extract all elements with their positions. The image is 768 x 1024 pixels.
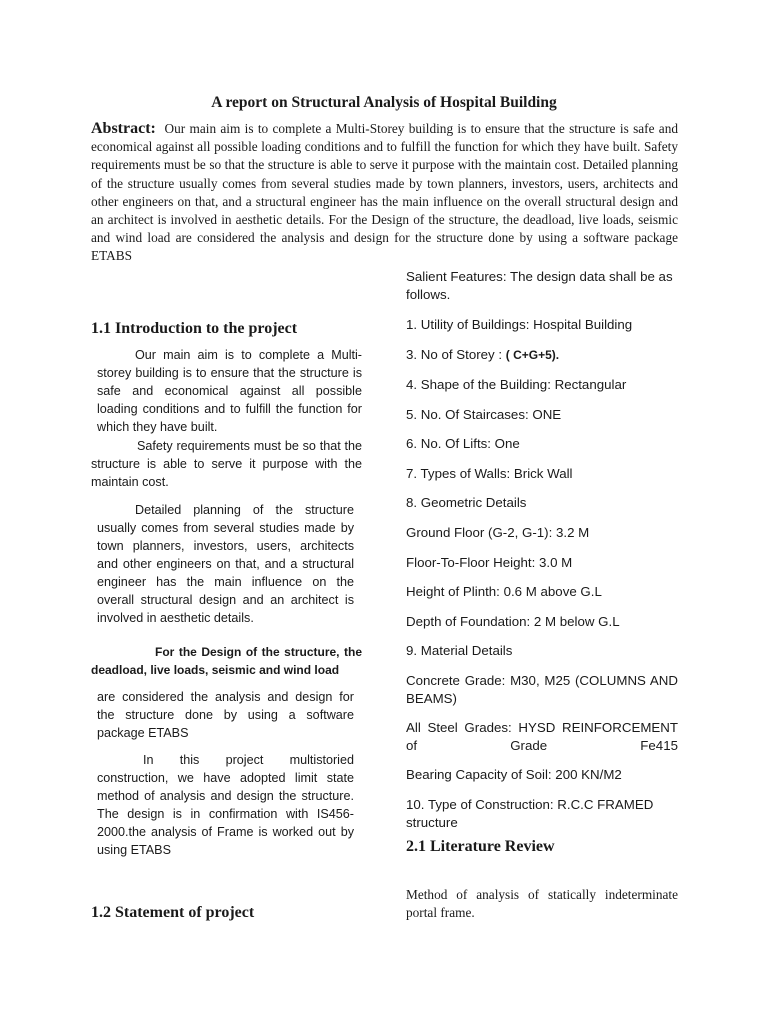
feature-steel-text: All Steel Grades: HYSD REINFORCEMENT of Grade Fe415: [406, 720, 678, 753]
feature-soil: Bearing Capacity of Soil: 200 KN/M2: [406, 767, 622, 782]
feature-storey-value: ( C+G+5).: [505, 348, 560, 362]
feature-foundation: Depth of Foundation: 2 M below G.L: [406, 614, 620, 629]
feature-ground-floor: Ground Floor (G-2, G-1): 3.2 M: [406, 525, 590, 540]
intro-paragraph-1: Our main aim is to complete a Multi-storey building is to ensure that the structure is safe and economical against all possible loading conditions and to fulfill the function for which they have built.: [97, 348, 362, 434]
intro-paragraph-4: For the Design of the structure, the deadload, live loads, seismic and wind load: [91, 645, 362, 677]
feature-construction: 10. Type of Construction: R.C.C FRAMED structure: [406, 797, 654, 830]
feature-steel: [406, 719, 678, 755]
feature-utility: 1. Utility of Buildings: Hospital Building: [406, 317, 633, 332]
feature-shape: 4. Shape of the Building: Rectangular: [406, 377, 627, 392]
feature-concrete: Concrete Grade: M30, M25 (COLUMNS AND BEAMS): [406, 673, 678, 706]
feature-material: 9. Material Details: [406, 643, 513, 658]
intro-paragraph-6: In this project multistoried construction, we have adopted limit state method of analysis and design the structure. The design is in confirmation with IS456-2000.the analysis of Frame is worked out by using ETABS: [97, 753, 354, 857]
intro-paragraph-3: Detailed planning of the structure usually comes from several studies made by town planners, investors, users, architects and other engineers on that, and a structural engineer has the main influence on the overall structural design and an architect is involved in aesthetic details.: [97, 503, 354, 625]
literature-paragraph: Method of analysis of statically indeterminate portal frame.: [406, 887, 678, 920]
heading-statement: 1.2 Statement of project: [91, 904, 255, 921]
abstract-paragraph: [91, 120, 678, 266]
heading-introduction: 1.1 Introduction to the project: [91, 320, 298, 337]
feature-geometric: 8. Geometric Details: [406, 495, 527, 510]
feature-storey-label: 3. No of Storey :: [406, 347, 503, 362]
feature-lifts: 6. No. Of Lifts: One: [406, 436, 520, 451]
feature-walls: 7. Types of Walls: Brick Wall: [406, 466, 573, 481]
feature-storey: [406, 346, 678, 364]
feature-staircases: 5. No. Of Staircases: ONE: [406, 407, 562, 422]
salient-features: Salient Features: The design data shall be as follows.: [406, 269, 673, 302]
document-title: A report on Structural Analysis of Hospital Building: [211, 94, 557, 111]
intro-paragraph-5: are considered the analysis and design for the structure done by using a software package ETABS: [97, 690, 354, 740]
abstract-label: Abstract:: [91, 120, 156, 137]
abstract-text: Our main aim is to complete a Multi-Storey building is to ensure that the structure is safe and economical against all possible loading conditions and to fulfill the function for which they have built. Safety requirements must be so that the structure is able to serve it purpose with the maintain cost. Detailed planning of the structure usually comes from several studies made by town planners, investors, users, architects and other engineers on that, and a structural engineer has the main influence on the overall structural design and an architect is involved in aesthetic details. For the Design of the structure, the deadload, live loads, seismic and wind load are considered the analysis and design for the structure done by using a software package ETABS: [91, 121, 678, 264]
feature-floor-height: Floor-To-Floor Height: 3.0 M: [406, 555, 573, 570]
intro-paragraph-2: Safety requirements must be so that the structure is able to serve it purpose with the maintain cost.: [91, 439, 362, 489]
feature-plinth: Height of Plinth: 0.6 M above G.L: [406, 584, 602, 599]
heading-literature: 2.1 Literature Review: [406, 838, 555, 855]
